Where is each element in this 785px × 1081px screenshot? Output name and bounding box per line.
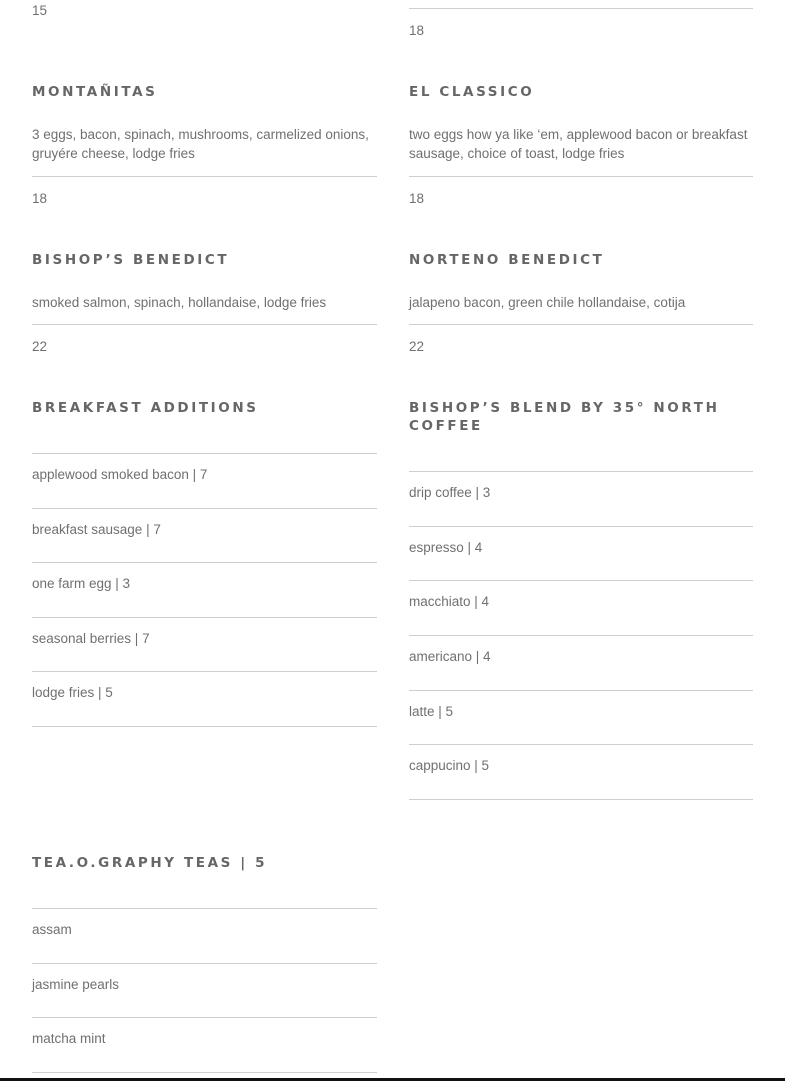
divider	[409, 8, 753, 9]
list-item: breakfast sausage | 7	[32, 508, 377, 562]
menu-item-price: 22	[32, 339, 48, 354]
divider	[409, 324, 753, 325]
menu-item-name: NORTENO BENEDICT	[409, 252, 605, 268]
menu-item-description: jalapeno bacon, green chile hollandaise, cotija	[409, 295, 686, 310]
section-title-coffee: BISHOP’S BLEND BY 35° NORTH COFFEE	[409, 400, 720, 434]
divider	[409, 176, 753, 177]
list-item: latte | 5	[409, 690, 753, 744]
menu-item-price: 18	[409, 191, 425, 206]
menu-item-name: BISHOP’S BENEDICT	[32, 252, 230, 268]
list-item: one farm egg | 3	[32, 562, 377, 616]
menu-item-description: two eggs how ya like ‘em, applewood bacon or breakfast sausage, choice of toast, lodge fries	[409, 127, 748, 161]
list-item: drip coffee | 3	[409, 471, 753, 525]
list-item: macchiato | 4	[409, 580, 753, 634]
list-item: jasmine pearls	[32, 963, 377, 1017]
section-title-breakfast-additions: BREAKFAST ADDITIONS	[32, 400, 259, 416]
previous-item-price: 18	[409, 23, 425, 38]
list-item: assam	[32, 908, 377, 962]
list-item: matcha mint	[32, 1017, 377, 1071]
list-item: americano | 4	[409, 635, 753, 689]
divider	[32, 176, 377, 177]
menu-item-description: smoked salmon, spinach, hollandaise, lodge fries	[32, 295, 327, 310]
divider	[32, 1072, 377, 1073]
list-item: seasonal berries | 7	[32, 617, 377, 671]
menu-item-name: EL CLASSICO	[409, 84, 535, 100]
section-title-teas: TEA.O.GRAPHY TEAS | 5	[32, 855, 268, 871]
divider	[409, 799, 753, 800]
divider	[32, 324, 377, 325]
list-item: applewood smoked bacon | 7	[32, 453, 377, 507]
menu-item-price: 18	[32, 191, 48, 206]
list-item: espresso | 4	[409, 526, 753, 580]
divider	[32, 726, 377, 727]
previous-item-price: 15	[32, 3, 48, 18]
menu-item-description: 3 eggs, bacon, spinach, mushrooms, carmelized onions, gruyére cheese, lodge fries	[32, 127, 369, 161]
list-item: lodge fries | 5	[32, 671, 377, 725]
list-item: cappucino | 5	[409, 744, 753, 798]
menu-item-price: 22	[409, 339, 425, 354]
menu-item-name: MONTAÑITAS	[32, 84, 158, 100]
